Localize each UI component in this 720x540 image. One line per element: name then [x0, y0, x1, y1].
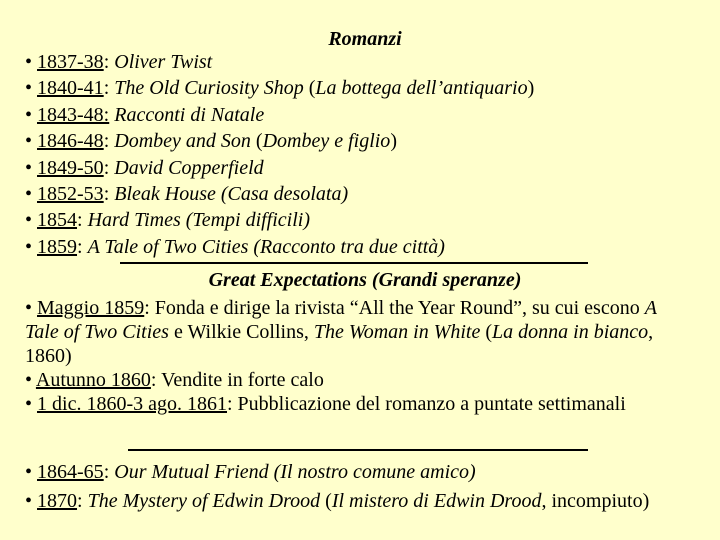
separator: :: [103, 183, 115, 206]
item-title: A Tale of Two Cities: [25, 297, 657, 343]
bullet: •: [25, 209, 33, 232]
item-text: , incompiuto): [541, 490, 650, 512]
bullet: •: [25, 461, 33, 483]
bullet: •: [25, 77, 33, 100]
item-title: The Old Curiosity Shop: [114, 77, 304, 100]
item-translation: La bottega dell’antiquario: [315, 77, 528, 100]
list-item: [25, 489, 695, 513]
item-date: 1870: [37, 490, 78, 512]
item-title: Dombey and Son: [114, 130, 251, 153]
item-title: Racconti di Natale: [114, 103, 265, 126]
bullet: •: [25, 156, 33, 179]
item-text: : Vendite in forte calo: [150, 369, 324, 391]
item-date: 1854: [37, 209, 78, 232]
events-list: [25, 296, 695, 416]
item-date: 1837-38: [37, 51, 104, 73]
list-item: [25, 155, 705, 181]
item-date: Maggio 1859: [37, 297, 145, 319]
item-title: David Copperfield: [114, 156, 264, 179]
paren-open: (: [303, 77, 316, 100]
later-novels-list: [25, 460, 695, 513]
item-text: : Fonda e dirige la rivista “All the Year Round”, su cui escono: [144, 297, 645, 319]
novels-list: [25, 49, 705, 260]
divider-bottom: [128, 449, 588, 451]
item-date: 1859: [37, 235, 78, 258]
bullet: •: [25, 183, 33, 206]
list-item: [25, 49, 705, 75]
bullet: •: [25, 490, 33, 512]
list-item: [25, 207, 705, 233]
separator: :: [103, 461, 115, 483]
item-title: The Mystery of Edwin Drood: [87, 490, 321, 512]
bullet: •: [25, 297, 33, 319]
separator: :: [103, 51, 115, 73]
item-date: 1849-50: [37, 156, 104, 179]
bullet: •: [25, 393, 33, 415]
separator: :: [103, 77, 115, 100]
list-item: [25, 296, 695, 368]
paren-open: (: [250, 130, 263, 153]
item-text: , 1860): [25, 321, 654, 367]
item-text: e Wilkie Collins,: [168, 321, 314, 343]
separator: :: [103, 156, 115, 179]
list-item: [25, 460, 695, 484]
item-date: 1852-53: [37, 183, 104, 206]
item-title: Bleak House (Casa desolata): [114, 183, 349, 206]
item-text: : Pubblicazione del romanzo a puntate settimanali: [227, 393, 626, 415]
item-date: 1846-48: [37, 130, 104, 153]
separator: :: [77, 209, 88, 232]
list-item: [25, 181, 705, 207]
paren-close: ): [527, 77, 535, 100]
list-item: [25, 102, 705, 128]
item-date: 1840-41: [37, 77, 104, 100]
item-translation: La donna in bianco: [492, 321, 649, 343]
item-translation: Dombey e figlio: [262, 130, 391, 153]
separator: :: [103, 130, 115, 153]
list-item: [25, 128, 705, 154]
item-title: Our Mutual Friend (Il nostro comune amico): [114, 461, 476, 483]
separator: :: [77, 490, 88, 512]
item-text: (: [320, 490, 332, 512]
paren-close: ): [390, 130, 397, 153]
bullet: •: [25, 235, 33, 258]
item-title: The Woman in White: [313, 321, 481, 343]
list-item: [25, 392, 695, 416]
section-subtitle: Great Expectations (Grandi speranze): [208, 269, 522, 291]
item-translation: Il mistero di Edwin Drood: [331, 490, 542, 512]
item-text: (: [480, 321, 493, 343]
bullet: •: [25, 130, 33, 153]
list-item: [25, 75, 705, 101]
slide-title: Romanzi: [328, 28, 402, 50]
list-item: [25, 234, 705, 260]
bullet: •: [25, 103, 33, 126]
item-date: Autunno 1860: [35, 369, 151, 391]
item-title: Hard Times (Tempi difficili): [87, 209, 310, 232]
item-title: Oliver Twist: [114, 51, 213, 73]
item-date: 1 dic. 1860-3 ago. 1861: [37, 393, 227, 415]
item-date: 1864-65: [37, 461, 104, 483]
item-title: A Tale of Two Cities (Racconto tra due città): [87, 235, 445, 258]
separator: :: [77, 235, 88, 258]
bullet: •: [25, 369, 33, 391]
item-date: 1843-48:: [37, 103, 110, 126]
divider-top: [120, 262, 588, 264]
bullet: •: [25, 51, 33, 73]
list-item: [25, 368, 695, 392]
